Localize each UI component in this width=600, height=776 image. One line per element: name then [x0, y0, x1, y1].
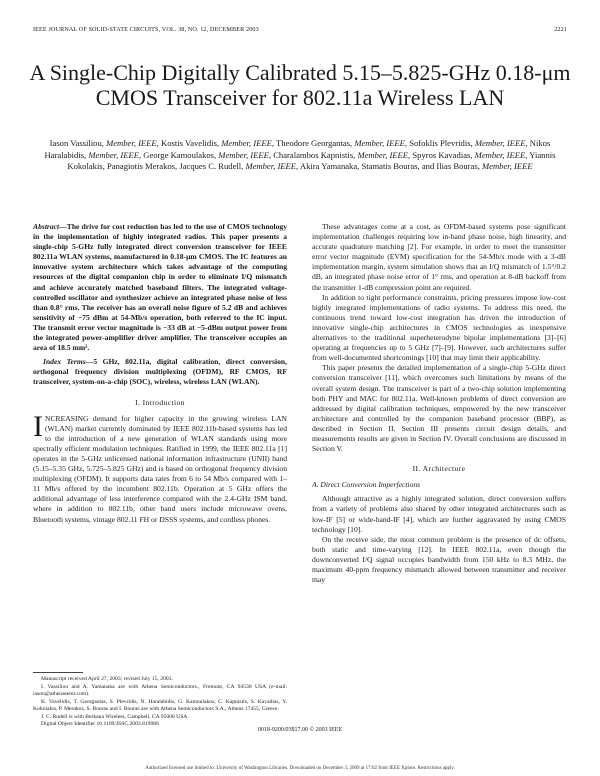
license-notice: Authorized licensed use limited to: University of Washington Libraries. Downloaded on December 3, 2009 at 17:02 from IEEE Xplore. Restrictions apply. — [145, 766, 455, 771]
abstract — [33, 222, 287, 353]
footnote-rule — [33, 672, 83, 673]
author-name: Sofoklis Plevridis, — [409, 138, 473, 148]
abstract-label: Abstract — [33, 222, 60, 231]
index-terms-label: Index Terms — [43, 357, 86, 367]
author-list — [40, 138, 560, 173]
section-heading-introduction: I. Introduction — [135, 397, 185, 407]
author-name: Iason Vassiliou, — [49, 138, 104, 148]
index-terms — [33, 357, 287, 387]
intro-paragraph-4: This paper presents the detailed implementation of a single-chip 5-GHz direct conversion transceiver [11], which overcomes such limitations by means of the overall system design. The transceiver is part of a two-chip solution implementing both PHY and MAC for 802.11a. Well-known problems of direct conversion are addressed by digital calibration techniques, empowered by the new transceiver architecture and controlled by the companion baseband processor (BBP), as described in Section II. Section III presents circuit design details, and measurements results are given in Section IV. Overall conclusions are discussed in Section V. — [312, 363, 566, 454]
author-affiliation: Member, IEEE, — [352, 138, 408, 148]
author-name: Charalambos Kapnistis, — [273, 149, 356, 160]
author-affiliation: Member, IEEE, — [355, 149, 411, 160]
author-name: Spyros Kavadias, — [412, 149, 473, 160]
author-affiliation: Member, IEEE, — [219, 138, 274, 148]
author-affiliation: Member, IEEE, — [103, 138, 159, 148]
footnote: J. C. Rudell is with Berkana Wireless, Campbell, CA 95008 USA. — [41, 713, 189, 720]
footnote: K. Vavelidis, T. Georgantas, S. Plevridis, N. Haralabidis, G. Kamoulakos, C. Kapnistis, S. Kavadias, Y. Kokolakis, P. Merakos, S. Bouras and I. Bouras are with Athena Semiconductors S.A., Athens 17455, Greece. — [33, 698, 287, 712]
architecture-paragraph-1: Although attractive as a highly integrated solution, direct conversion suffers from a variety of problems also shared by other integrated architectures such as low-IF [5] or wide-band-IF [4], which are further aggravated by using CMOS technology [10]. — [312, 494, 566, 534]
author-name: George Kamoulakos, — [143, 149, 217, 160]
intro-paragraph-2: These advantages come at a cost, as OFDM-based systems pose significant implementation challenges requiring low in-band phase noise, high linearity, and accurate quadrature matching [2]. For example, in order to meet the transmitter error vector magnitude (EVM) specification for the 54-Mb/s mode with a 3-dB implementation margin, system simulation shows that an I/Q mismatch of 1.5°/0.2 dB, an integrated phase noise error of 1° rms, and operation at 8-dB backoff from the transmitter 1-dB compression point are required. — [312, 222, 566, 292]
author-affiliation: Member, IEEE, — [86, 149, 142, 160]
author-name: Nikos Haralabidis, — [44, 138, 551, 160]
author-name: Theodore Georgantas, — [275, 138, 353, 148]
left-column — [33, 222, 287, 525]
subsection-heading: A. Direct Conversion Imperfections — [312, 480, 421, 490]
section-heading-architecture: II. Architecture — [412, 464, 466, 474]
author-affiliation: Member, IEEE — [479, 161, 533, 172]
abstract-text: —The drive for cost reduction has led to the use of CMOS technology in the implementation of highly integrated radios. This paper presents a single-chip 5-GHz fully integrated direct conversion transceiver for IEEE 802.11a WLAN systems, manufactured in 0.18-μm CMOS. The IC features an innovative system architecture which takes advantage of the computing resources of the digital companion chip in order to eliminate I/Q mismatch and achieve accurately matched baseband filters. The integrated voltage-controlled oscillator and synthesizer achieve an integrated phase noise of less than 0.8° rms. The receiver has an overall noise figure of 5.2 dB and achieves sensitivity of −75 dBm at 54-Mb/s operation, both referred to the IC input. The transmit error vector magnitude is −33 dB at −5-dBm output power from the integrated power-amplifier driver amplifier. The transceiver occupies an area of 18.5 mm². — [33, 222, 287, 353]
intro-paragraph-3: In addition to tight performance constraints, pricing pressures impose low-cost highly integrated implementations of radio systems. To address this need, the continuous trend toward low-cost integration has driven the introduction of innovative single-chip architectures in CMOS technologies as inexpensive alternatives to the traditional superheterodyne bipolar implementations [3]–[6] operating at frequencies up to 5 GHz [7]–[9]. However, such architectures suffer from well-documented shortcomings [10] that may limit their applicability. — [312, 292, 566, 363]
author-affiliation: Member, IEEE, — [472, 138, 528, 148]
footnotes — [33, 672, 287, 729]
author-affiliation: Member, IEEE, — [472, 149, 528, 160]
author-name: Akira Yamanaka, Stamatis Bouras, and Ilias Bouras, — [299, 161, 480, 172]
index-terms-text: —5 GHz, 802.11a, digital calibration, direct conversion, orthogonal frequency division multiplexing (OFDM), RF CMOS, RF transceiver, system-on-a-chip (SOC), wireless, wireless LAN (WLAN). — [33, 357, 287, 387]
architecture-paragraph-2: On the receive side, the most common problem is the presence of dc offsets, both static and time-varying [12]. In IEEE 802.11a, even though the downconverted I/Q signal occupies bandwidth from 150 kHz to 8.3 MHz, the maximum 40-ppm frequency mismatch allowed between transmitter and receiver may — [312, 534, 566, 585]
footnote: Manuscript received April 27, 2003; revised July 15, 2003. — [41, 676, 173, 682]
dropcap-letter: I — [33, 409, 43, 443]
footnote: Digital Object Identifier 10.1109/JSSC.2003.819086 — [41, 721, 159, 727]
author-name: Yiannis Kokolakis, Panagiotis Merakos, — [67, 149, 556, 172]
author-affiliation: Member, IEEE, — [216, 149, 272, 160]
author-affiliation: Member, IEEE, — [243, 161, 299, 172]
running-header — [33, 26, 567, 36]
intro-paragraph-1 — [33, 409, 287, 525]
author-name: Kostis Vavelidis, — [160, 138, 220, 148]
footnote: I. Vassiliou and A. Yamanaka are with Athena Semiconductors., Fremont, CA 94538 USA (e-mail: iason@athenasemi.com). — [33, 683, 287, 697]
intro-paragraph-1-text: NCREASING demand for higher capacity in the growing wireless LAN (WLAN) market currently dominated by IEEE 802.11b-based systems has led to the introduction of a new generation of WLAN standards using more spectrally efficient modulation techniques. Ratified in 1999, the IEEE 802.11a [1] operates in the 5-GHz unlicensed national information infrastructure (UNII) band (5.15–5.35 GHz, 5.725–5.825 GHz) and is based on orthogonal frequency division multiplexing (OFDM). It supports data rates from 6 to 54 Mb/s compared with 1–11 Mb/s offered by the incumbent 802.11b. Operation at 5 GHz offers the additional advantage of less interference compared with the 2.4-GHz ISM band, where in addition to 802.11b, other band users include microwave ovens, Bluetooth systems, vintage 802.11 FH or DSSS systems, and cordless phones. — [33, 413, 287, 524]
author-name: Jacques C. Rudell, — [179, 161, 244, 172]
paper-title: A Single-Chip Digitally Calibrated 5.15–5.825-GHz 0.18-μm CMOS Transceiver for 802.11a Wireless LAN — [29, 60, 571, 110]
journal-name: IEEE JOURNAL OF SOLID-STATE CIRCUITS, VOL. 38, NO. 12, DECEMBER 2003 — [33, 26, 259, 33]
right-column — [312, 222, 566, 585]
copyright-line: 0018-9200/03$17.00 © 2003 IEEE — [257, 727, 343, 733]
page-number: 2221 — [554, 26, 567, 33]
